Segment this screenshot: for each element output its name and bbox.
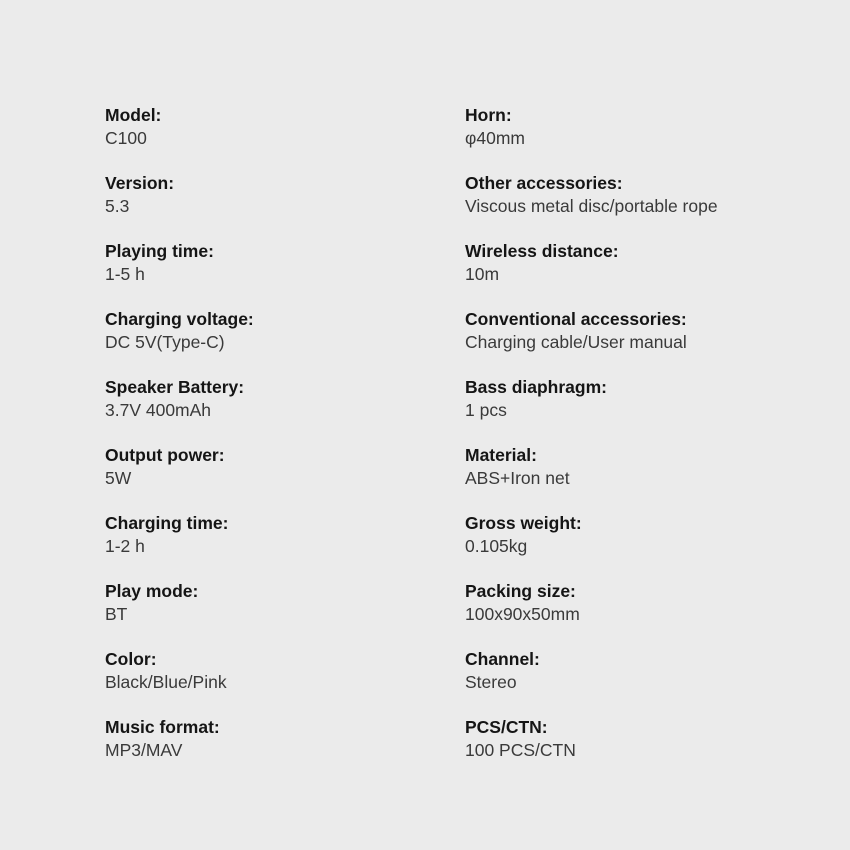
spec-value: BT — [105, 604, 128, 624]
spec-item-channel — [465, 648, 825, 694]
spec-column-left — [105, 104, 445, 784]
spec-value: 0.105kg — [465, 536, 528, 556]
spec-value: DC 5V(Type-C) — [105, 332, 225, 352]
spec-value: Black/Blue/Pink — [105, 672, 227, 692]
spec-value: 100 PCS/CTN — [465, 740, 576, 760]
spec-item-play-mode — [105, 580, 445, 626]
spec-item-charging-voltage — [105, 308, 445, 354]
spec-value: 3.7V 400mAh — [105, 400, 212, 420]
spec-item-gross-weight — [465, 512, 825, 558]
spec-label: Version: — [105, 173, 175, 193]
spec-label: Material: — [465, 445, 537, 465]
spec-item-speaker-battery — [105, 376, 445, 422]
spec-label: Playing time: — [105, 241, 214, 261]
spec-item-horn — [465, 104, 825, 150]
spec-label: Gross weight: — [465, 513, 582, 533]
spec-label: Charging voltage: — [105, 309, 254, 329]
spec-item-music-format — [105, 716, 445, 762]
spec-label: Wireless distance: — [465, 241, 619, 261]
spec-item-conventional-accessories — [465, 308, 825, 354]
spec-label: Packing size: — [465, 581, 576, 601]
spec-item-packing-size — [465, 580, 825, 626]
spec-item-color — [105, 648, 445, 694]
spec-label: Conventional accessories: — [465, 309, 687, 329]
spec-value: 10m — [465, 264, 500, 284]
spec-item-bass-diaphragm — [465, 376, 825, 422]
spec-value: ABS+Iron net — [465, 468, 570, 488]
spec-label: Bass diaphragm: — [465, 377, 607, 397]
spec-label: Music format: — [105, 717, 220, 737]
spec-label: PCS/CTN: — [465, 717, 548, 737]
spec-value: MP3/MAV — [105, 740, 183, 760]
spec-label: Play mode: — [105, 581, 199, 601]
spec-value: 100x90x50mm — [465, 604, 580, 624]
spec-value: 1-5 h — [105, 264, 145, 284]
spec-value: φ40mm — [465, 128, 525, 148]
spec-label: Channel: — [465, 649, 540, 669]
spec-value: Stereo — [465, 672, 517, 692]
spec-item-version — [105, 172, 445, 218]
spec-item-other-accessories — [465, 172, 825, 218]
spec-label: Other accessories: — [465, 173, 623, 193]
spec-label: Model: — [105, 105, 162, 125]
spec-label: Color: — [105, 649, 157, 669]
spec-value: Viscous metal disc/portable rope — [465, 196, 718, 216]
spec-value: 1 pcs — [465, 400, 507, 420]
spec-label: Horn: — [465, 105, 512, 125]
spec-item-output-power — [105, 444, 445, 490]
spec-column-right — [465, 104, 825, 784]
spec-item-pcs-ctn — [465, 716, 825, 762]
spec-label: Charging time: — [105, 513, 229, 533]
spec-value: 1-2 h — [105, 536, 145, 556]
spec-value: 5W — [105, 468, 132, 488]
spec-item-wireless-distance — [465, 240, 825, 286]
spec-item-model — [105, 104, 445, 150]
spec-item-charging-time — [105, 512, 445, 558]
spec-item-playing-time — [105, 240, 445, 286]
spec-label: Speaker Battery: — [105, 377, 245, 397]
spec-item-material — [465, 444, 825, 490]
spec-value: 5.3 — [105, 196, 130, 216]
spec-value: Charging cable/User manual — [465, 332, 687, 352]
spec-label: Output power: — [105, 445, 225, 465]
spec-value: C100 — [105, 128, 147, 148]
